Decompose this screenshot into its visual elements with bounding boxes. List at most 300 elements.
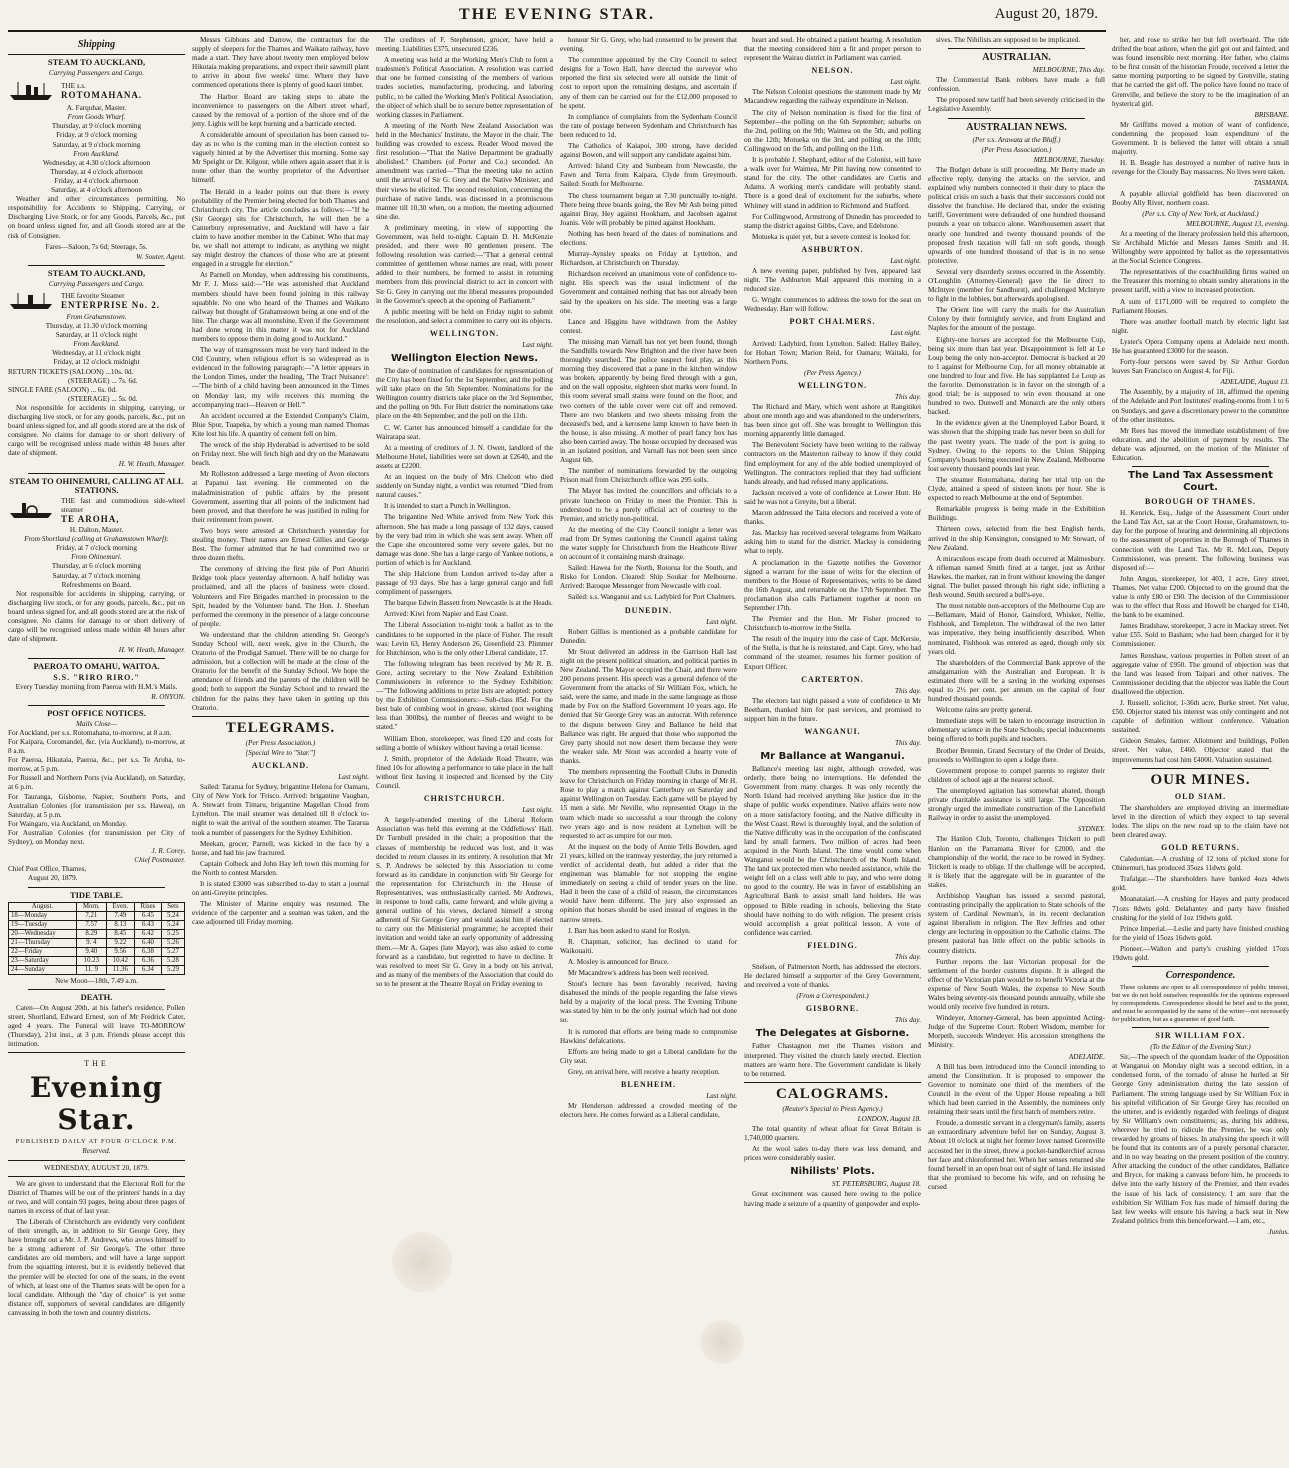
divider bbox=[8, 54, 185, 55]
paragraph: Lyster's Opera Company opens at Adelaide next month. He has guaranteed £3000 for the season. bbox=[1112, 337, 1289, 355]
paragraph: Arrived: Kiwi from Napier and East Coast. bbox=[384, 610, 508, 619]
table-cell: 6.45 bbox=[134, 911, 161, 920]
paragraph: Lance and Higgins have withdrawn from the Ashley contest. bbox=[560, 317, 737, 335]
source-note: (From a Correspondent.) bbox=[796, 992, 869, 1001]
paragraph: The proposed new tariff had been severely criticised in the Legislative Assembly. bbox=[928, 96, 1105, 114]
dateline-time: This day. bbox=[895, 686, 921, 695]
wellington-heading: Wellington Election News. bbox=[390, 353, 539, 364]
paragraph: The Premier and the Hon. Mr Fisher proceed to Christchurch to-morrow in the Stella. bbox=[744, 615, 921, 633]
notice-line: For Auckland, per s.s. Rotomahana, to-morrow, at 8 a.m. bbox=[8, 728, 172, 737]
paragraph: For Collingwood, Armstrong of Dunedin has proceeded to stamp the district against Gibbs, Cave, and Edelstone. bbox=[744, 212, 921, 230]
dateline-place: ASHBURTON. bbox=[801, 244, 864, 254]
table-cell: 6.40 bbox=[134, 938, 161, 947]
notice-line: For Paeroa, Hikutaia, Paeroa, &c., per s.s. Te Aroha, to-morrow, at 5 p.m. bbox=[8, 756, 185, 774]
paragraph: J. Smith, proprietor of the Adelaide Road Theatre, was fined 10s for allowing a performance to take place in the hall without first having it inspected and licensed by the City Council. bbox=[376, 754, 553, 791]
dateline-time: Last night. bbox=[706, 617, 737, 626]
paragraph: We understand that the children attending St. George's Sunday School will, next week, give in the Church, the Oratorio of the Prodigal Samuel. There will be no charge for admission, but a collection will be made at the close of the Oratorio for the benefit of the Sunday School. We hope the attendance of friends and the parents of the children will be good; both to support the Sunday School and to reward the children for the pains they have taken in getting up this Oratorio. bbox=[192, 630, 369, 712]
paragraph: honour Sir G. Grey, who had consented to be present that evening. bbox=[560, 36, 737, 54]
fielding-paragraphs bbox=[744, 963, 921, 990]
dateline-place: AUCKLAND. bbox=[251, 760, 310, 770]
paragraph: Remarkable progress is being made in the Exhibition Buildings. bbox=[928, 505, 1105, 523]
dateline-time: This day. bbox=[895, 739, 921, 747]
paragraph: J. Russell, solicitor, 1-36th acre, Burke street. Net value, £50. Objector stated his interest was only contingent and not capable of definition without conference. Valuation sustained. bbox=[1112, 699, 1289, 735]
table-cell: 22—Friday bbox=[9, 947, 77, 956]
dateline-time: This day. bbox=[895, 392, 921, 401]
table-cell: 11.36 bbox=[106, 965, 134, 974]
signature: Chief Post Office, Thames, bbox=[8, 865, 87, 874]
fares: Fares—Saloon, 7s 6d; Steerage, 5s. bbox=[45, 242, 148, 251]
paragraph: William Ebon, storekeeper, was fined £20 and costs for selling a bottle of whiskey without having a retail license. bbox=[376, 734, 553, 752]
schedule-line: Saturday, at 7 o'clock morning bbox=[52, 571, 141, 580]
fare-line: (STEERAGE) ... 7s. 6d. bbox=[68, 376, 138, 385]
table-row bbox=[9, 920, 185, 929]
dateline-time: Last night. bbox=[890, 256, 921, 265]
wanganui-heading: Mr Ballance at Wanganui. bbox=[760, 751, 905, 763]
paragraph: A considerable amount of speculation has been caused to-day as to who is the coming man in the election contest so vaguely hinted at by the Advertiser this morning. Some say Mr Speight or Dr. Kilgour, while others again assert that it is none other than the worthy proprietor of the Advertiser himself. bbox=[192, 130, 369, 185]
dateline-place: SYDNEY. bbox=[1077, 825, 1105, 834]
ship-from: From Grahamstown. bbox=[66, 312, 127, 321]
divider bbox=[744, 1082, 921, 1083]
table-cell: 7.49 bbox=[106, 911, 134, 920]
adelaide-paragraphs bbox=[928, 1063, 1105, 1192]
ad-title: STEAM TO AUCKLAND, bbox=[47, 57, 146, 67]
ashburton-paragraphs bbox=[744, 267, 921, 314]
paragraph: The Mayor has invited the councillors and officials to a private luncheon on Friday to meet the Premier. This is understood to be a purely official act of courtesy to the Premier, and strictly non-political. bbox=[560, 487, 737, 523]
paragraph: The Nelson Colonist questions the statement made by Mr Macandrew regarding the railway expenditure in Nelson. bbox=[744, 88, 921, 106]
land-tax-heading: The Land Tax Assessment Court. bbox=[1128, 470, 1273, 494]
divider bbox=[28, 265, 165, 266]
rights-note: Reserved. bbox=[82, 1147, 111, 1156]
dateline-place: TASMANIA. bbox=[1253, 179, 1289, 188]
shipping-heading: Shipping bbox=[77, 39, 116, 50]
paragraph: Mr Rolleston addressed a large meeting of Avon electors at Papanui last evening. He commented on the maladministration of public affairs by the present Government, asserting that all points of the indictment had been proved, and that therefore he was justified in ruling for their retirement from power. bbox=[192, 470, 369, 524]
column-2 bbox=[192, 36, 369, 1464]
paragraph: The ceremony of driving the first pile of Port Ahuriri Bridge took place yesterday afternoon. A half holiday was proclaimed, and all the places of business were closed. Volunteers and Fire Brigades marched in procession to the Spit, headed by the Volunteer band. The Hon. J. Sheehan performed the ceremony in the presence of a large concourse of people. bbox=[192, 565, 369, 628]
christchurch-paragraphs bbox=[376, 816, 553, 989]
calogram-paragraphs bbox=[744, 1125, 921, 1163]
correspondence-heading: Correspondence. bbox=[1165, 970, 1236, 982]
agent: H. W. Heath, Manager. bbox=[118, 646, 185, 655]
paragraph: Nothing has been heard of the dates of nominations and elections. bbox=[560, 229, 737, 247]
ad-intro: THE fast and commodious side-wheel steamer bbox=[61, 496, 185, 514]
agent: H. W. Heath, Manager. bbox=[118, 460, 185, 469]
letter-subtitle: (To the Editor of the Evening Star.) bbox=[1150, 1043, 1251, 1052]
telegrams-source: [Special Wire to "Star."] bbox=[245, 748, 316, 757]
divider bbox=[8, 1176, 185, 1177]
schedule-line: Saturday, at 11 o'clock night bbox=[55, 331, 138, 340]
paragraph: Trafalgar.—The shareholders have banked 4ozs 4dwts gold. bbox=[1112, 875, 1289, 893]
telegram-paragraphs bbox=[192, 783, 369, 927]
issue-date: WEDNESDAY, AUGUST 20, 1879. bbox=[44, 1163, 149, 1172]
paragraph: The wreck of the ship Hyderabad is advertised to be sold on Friday next. She will fetch high and dry on the Manawatu beach. bbox=[192, 441, 369, 468]
paragraph: The committee appointed by the City Council to select designs for a Town Hall, have directed the surveyor who reported the first six selected were all outside the limit of cost to report upon the remaining designs, and ascertain if any of them can be carried out for the £12,000 proposed to be spent. bbox=[560, 56, 737, 110]
dateline-place: FIELDING. bbox=[807, 940, 858, 950]
paragraph: The most notable non-acceptors of the Melbourne Cup are—Bellamare, Maid of Honor, Gainsford, Whisker, Nellie, Fishhook, and Templeton. The withdrawal of the two latter was imperative, they being insufficiently described. When nominated, Fishhook was entered as aged, though only six years old. bbox=[928, 602, 1105, 656]
dateline-place: PORT CHALMERS. bbox=[789, 317, 876, 327]
dateline-place: LONDON, August 18. bbox=[857, 1114, 921, 1123]
auckland-paragraphs bbox=[376, 36, 553, 326]
paragraph: The steamer Rotomahana, during her trial trip on the Clyde, attained a speed of sixteen knots per hour. She is expected to reach Melbourne at the end of September. bbox=[928, 475, 1105, 503]
paragraph: Sir,—The speech of the quondam leader of the Opposition at Wanganui on Monday night was a second edition, in a condensed form, of the tornado of abuse he hurled at Sir George Grey administration during the late session of Parliament. The strong language used by Sir William Fox in his spiteful vilification of Sir George Grey has recoiled on the utterer, and is evidently regarded with feelings of disgust by Sir William's own constituents; as, during his address, wherever he tried to ridicule the Premier, he was only rewarded by groans of hisses. In analysing the speech it will be found that its contents are of a purely personal character, and in no way bearing on the present position of the country. After attacking the conduct of the other candidates, Ballance and Bryce, for making a canvass before him, he proceeds to delve into the early history of the Premier, and then evades the issue of his lack of consistency. I am sure that the exhibition Sir William Fox has made of himself during the last few weeks will ensure his having a back seat in New Zealand politics from this henceforward.—I am, etc., bbox=[1112, 1053, 1289, 1225]
column-6 bbox=[928, 36, 1105, 1464]
paragraph: heart and soul. He obtained a patient hearing. A resolution that the meeting considered him a fit and proper person to represent the Wairau district in Parliament was carried. bbox=[744, 36, 921, 63]
signature: Chief Postmaster. bbox=[134, 856, 185, 865]
paragraph: The representatives of the coachbuilding firms waited on the Treasurer this morning to obtain sundry alterations in the present tariff, with a view to increased protection. bbox=[1112, 268, 1289, 295]
paragraph: Windeyer, Attorney-General, has been appointed Acting-Judge of the Supreme Court. Robert Wisdom, member for Morpeth, succeeds Windeyer. His accession strengthens the Ministry. bbox=[928, 1014, 1105, 1050]
paragraph: H. Kenrick, Esq., Judge of the Assessment Court under the Land Tax Act, sat at the Court House, Grahamstown, to-day for the purpose of hearing and determining all objections to the assessment of properties in the Borough of Thames in connection with the Land Tax. Mr R. McLean, Deputy Commissioner, was present. The following business was disposed of:— bbox=[1112, 509, 1289, 572]
ad-intro: THE favorite Steamer bbox=[61, 291, 125, 300]
ship-from: From Shortland (calling at Grahamstown Wharf): bbox=[24, 535, 169, 544]
paragraph: Murray-Aynsley speaks on Friday at Lyttelton, and Richardson, at Christchurch on Thursday. bbox=[560, 250, 737, 268]
page-header-date: August 20, 1879. bbox=[994, 6, 1098, 22]
paragraph: Froude, a domestic servant in a clergyman's family, asserts an extraordinary adventure befel her on Sunday, August 3. About 10 o'clock at night her former lover named Greenville accosted her in the street, threw a pocket-handkerchief across her face and chloroformed her. When her senses returned she found herself in an open boat out of sight of land. He insisted that she promised to become his wife, and on refusing he cursed bbox=[928, 1119, 1105, 1191]
source-note: (Per s.s. City of New York, at Auckland.) bbox=[1142, 209, 1259, 218]
paragraph: The Assembly, by a majority of 18, affirmed the opening of the Adelaide and Port Institutes' reading-rooms from 1 to 6 on Sundays, and gave a discretionary power to the committee of the other institutes. bbox=[1112, 388, 1289, 424]
paragraph: The way of transgressors must be very hard indeed in the Old Country, when religious effort is so widespread as is evidenced in the following paragraph:—"A letter appears in the London Times, under the heading, 'The Tract Nuisance':—'The birth of a child having been announced in the Times on Monday last, my wife receives this morning the accompanying tract—Heaven or Hell.'" bbox=[192, 346, 369, 409]
schedule-line: Saturday, at 9 o'clock morning bbox=[52, 140, 141, 149]
paragraph: A miraculous escape from death occurred at Malmesbury. A rifleman named Smith fired at a target, just as Arthur Hawkes, the marker, ran in front without knowing the danger signal. The bullet passed through his right side, inflicting a flesh wound. Smith secured a bull's-eye. bbox=[928, 554, 1105, 600]
table-cell: 19—Tuesday bbox=[9, 920, 77, 929]
paragraph: Ballance's meeting last night, although crowded, was orderly, there being no interruptions. He defended the Government from many charges. It was only recently the North Island had received anything like justice due in the shape of public works expenditure. Native affairs were now on a more satisfactory footing, and the Native difficulty in the West Coast. Rewi is thoroughly loyal, and the solution of the Native difficulty was in the occupation of the confiscated land by small farmers. Two million of acres had been acquired in the North Island. The time would come when Wanganui would be the Christchurch of the North Island. The land tax protected men who needed assistance, while the weight fell on a class well able to pay, and who were doing no good to the country. He was in favor of establishing an Agricultural Bank to assist small land holders. He was opposed to Bible reading in schools, believing the State should have nothing to do with religion. The present crisis would accomplish a great political lesson. A vote of confidence was carried. bbox=[744, 765, 921, 937]
paragraph: Jackson received a vote of confidence at Lower Hutt. He said he was not a Greyite, but a liberal. bbox=[744, 488, 921, 506]
ad-title: STEAM TO AUCKLAND, bbox=[47, 267, 146, 278]
dateline-place: MELBOURNE, This day. bbox=[1032, 66, 1105, 75]
dateline-place: NELSON. bbox=[811, 66, 854, 76]
schedule-line: Friday, at 9 o'clock morning bbox=[56, 131, 137, 140]
paragraph: James Bradshaw, storekeeper, 3 acre in Mackay street. Net value £55. Sold to Basham; who had been charged for it by Commissioner. bbox=[1112, 622, 1289, 649]
paragraph: At an inquest on the body of Mrs Chelcott who died suddenly on Sunday night, a verdict was returned "Died from natural causes." bbox=[376, 473, 553, 500]
table-cell: 9.56 bbox=[106, 947, 134, 956]
wellington-paragraphs bbox=[376, 367, 553, 791]
notice-line: For Waingaro, via Auckland, on Monday. bbox=[8, 819, 127, 828]
schedule-line: Friday, at 4 o'clock afternoon bbox=[54, 176, 139, 185]
dateline-time: Last night. bbox=[890, 329, 921, 338]
ad-note: Not responsible for accidents in shipping, carrying, or discharging live stock, or for any goods, parcels, &c., put on board unless signed for, and all goods stored are at the risk of consignee. No claims for damage to or short delivery of cargo will be recognised unless made within 48 hours after date of shipment. bbox=[8, 589, 185, 644]
dunedin-paragraphs bbox=[560, 628, 737, 1077]
table-cell: 10.42 bbox=[106, 956, 134, 965]
paragraph: The number of nominations forwarded by the outgoing Prison mail from Christchurch office was 295 soils. bbox=[560, 467, 737, 485]
australian-paragraphs bbox=[928, 76, 1105, 114]
divider bbox=[948, 48, 1085, 49]
paragraph: The Commercial Bank robbers have made a full confession. bbox=[928, 76, 1105, 94]
tide-title: TIDE TABLE. bbox=[69, 889, 124, 900]
signature: J. R. Corey, bbox=[151, 847, 185, 856]
source-note: (Per Press Association.) bbox=[981, 145, 1052, 154]
table-cell: 10.23 bbox=[76, 956, 106, 965]
table-row bbox=[9, 911, 185, 920]
paragraph: The ship Halcione from London arrived to-day after a passage of 93 days. She has a large general cargo and full compliment of passengers. bbox=[376, 569, 553, 597]
table-row bbox=[9, 956, 185, 965]
paragraph: The Benevolent Society have been writing to the railway contractors on the Masterton railway to know if they could find employment for any of the able bodied unemployed of Wellington. The contractors replied that they had sufficient hands already, and had refused many applications. bbox=[744, 441, 921, 486]
table-row bbox=[9, 947, 185, 956]
paragraph: An accident occurred at the Extended Company's Claim, Blue Spur, Tuapeka, by which a young man named Thomas Kite lost his life. A quantity of cement fell on him. bbox=[192, 411, 369, 438]
sydney-paragraphs bbox=[928, 835, 1105, 1050]
ship-master: H. Dalton, Master. bbox=[69, 526, 124, 535]
paragraph: Archbishop Vaughan has issued a second pastoral, contrasting principally the application to State schools of the system of Cardinal Newman's, in its recent declaration against liberalism in religion. The Rev Jeffries and other clergy are lecturing in opposition to the Catholic claims. The present pastoral has little effect on the public schools in country districts. bbox=[928, 891, 1105, 955]
paragraph: A public meeting will be held on Friday night to submit the resolution, and select a committee to carry out its objects. bbox=[376, 307, 553, 325]
ship-from: From Goods Wharf. bbox=[67, 113, 126, 122]
paragraph: The city of Nelson nomination is fixed for the first of September—the polling on the 6th September; suburbs on the 2nd, polling on the 9th; Waimea on the 5th, and polling on the 12th; Motueka on the 3rd, and polling on the 10th; Collingwood on the 5th, and polling on the 11th. bbox=[744, 108, 921, 153]
paragraph: The shareholders of the Commercial Bank approve of the amalgamation with the Australian and European. It is estimated there will be a saving in the working expenses equal to 2½ per cent. per annum on the capital of four hundred thousand pounds. bbox=[928, 658, 1105, 704]
ship-name: ENTERPRISE No. 2. bbox=[61, 299, 161, 310]
notice-title: DEATH. bbox=[80, 991, 113, 1002]
table-cell: 7.21 bbox=[76, 911, 106, 920]
letter-signature: Junius. bbox=[1268, 1227, 1289, 1236]
nelson-paragraphs bbox=[744, 88, 921, 242]
dateline-time: Last night. bbox=[522, 806, 553, 815]
table-cell: 8.45 bbox=[106, 929, 134, 938]
table-cell: 5.29 bbox=[161, 965, 184, 974]
ship-ad-enterprise bbox=[8, 269, 185, 470]
paragraph: Government propose to compel parents to register their children of school age at the nearest school. bbox=[928, 766, 1105, 784]
paragraph: C. W. Carter has announced himself a candidate for the Wairarapa seat. bbox=[376, 423, 553, 441]
paragraph: A preliminary meeting, in view of supporting the Government, was held to-night. Captain D. H. McKenzie presided, and there were 80 gentlemen present. The following resolution was carried:—"That a general central committee of gentlemen whose names are read, with power added to their numbers, be formed to assist in returning members from this provincial district to act in concert with Sir G. Grey in carrying out the liberal measures propounded in the Governor's speech at the opening of Parliament." bbox=[376, 223, 553, 305]
ship-logo-row bbox=[8, 497, 185, 524]
schedule-line: Thursday, at 4 o'clock afternoon bbox=[50, 167, 143, 176]
paragraph: A new evening paper, published by Ives, appeared last night. The Ashburton Mail appeared this morning in a reduced size. bbox=[744, 266, 921, 294]
dateline-place: ADELAIDE, August 13. bbox=[1220, 378, 1289, 387]
ship-ad-riro-riro bbox=[8, 662, 185, 701]
dateline-time: This day. bbox=[895, 952, 921, 961]
adelaide-paragraphs bbox=[1112, 388, 1289, 463]
paragraph: The result of the inquiry into the case of Capt. McKersie, of the Stella, is that he is reinstated, and Capt. Grey, who had command of the steamer, resumes his former position of Export Officer. bbox=[744, 635, 921, 671]
table-row bbox=[9, 965, 185, 974]
local-news-paragraphs bbox=[192, 36, 369, 713]
paragraph: Motueka is quiet yet, but a severe contest is looked for. bbox=[752, 232, 911, 241]
paragraph: Mr Griffiths moved a motion of want of confidence, condemning the proposed loan expenditure of the Government. It is believed the latter will obtain a small majority. bbox=[1112, 120, 1289, 157]
brisbane-paragraphs bbox=[1112, 121, 1289, 178]
table-cell: 9.22 bbox=[106, 938, 134, 947]
column-header: Even. bbox=[106, 902, 134, 911]
column-5 bbox=[744, 36, 921, 1464]
land-tax-paragraphs bbox=[1112, 509, 1289, 765]
dateline-place: DUNEDIN. bbox=[624, 605, 673, 615]
column-header: Sets bbox=[161, 902, 184, 911]
paragraph: Richardson received an unanimous vote of confidence to-night. His speech was the usual indictment of the Government and contained nothing that has not already been said by the speakers on his side. The meeting was a large one. bbox=[560, 270, 737, 315]
post-office-notices bbox=[8, 709, 185, 884]
dateline-place: WELLINGTON. bbox=[797, 380, 868, 390]
table-cell: 9.40 bbox=[76, 947, 106, 956]
paragraph: James Renshaw, various properties in Pollen street of an aggregate value of £950. The ground of objection was that the land was leased from Taipari and other natives. The Commissioner deciding that the objector was liable the Court disallowed the objection. bbox=[1112, 651, 1289, 696]
table-cell: 6.38 bbox=[134, 947, 161, 956]
notice-line: For Australian Colonies (for transmission per City of Sydney), on Monday next. bbox=[8, 828, 185, 847]
paragraph: R. Chapman, solicitor, has declined to stand for Waikouaiti. bbox=[560, 937, 737, 955]
wanganui-paragraphs bbox=[744, 765, 921, 938]
paragraph: A largely-attended meeting of the Liberal Reform Association was held this evening at the Oddfellows' Hall. Dr Turnbull presided in the chair; a proposition that the classes of membership be reduced was lost, and it was decided to return clauses in its entirety. A resolution that Mr S. P. Andrews be selected by this Association to come forward as its candidate in conjunction with Sir George for the representation for Christchurch in the House of Representatives, was enthusiastically carried. Mr Andrews, in response to loud calls, came forward, and while giving a general outline of his views, declared himself a strong adherent of Sir George Grey and would assist him if elected to carry out the Ministerial programme; he accepted their invitation and would take an early opportunity of addressing them.—Mr A. Gapes (late Mayor), was also asked to come forward as a candidate, but regretted to have to decline. It was resolved to meet Sir G. Grey in a body on his arrival, and as many of the members of the Association that could do so to be present at the Theatre Royal on Friday evening to bbox=[376, 816, 553, 988]
divider bbox=[948, 118, 1085, 119]
dateline-place: BRISBANE. bbox=[1254, 110, 1289, 119]
death-notice bbox=[8, 993, 185, 1050]
paragraph: Great excitement was caused here owing to the police having made a seizure of a quantity of gunpowder and explo- bbox=[744, 1190, 921, 1208]
tide-table-grid bbox=[8, 902, 185, 975]
fare-line: (STEERAGE) ... 5s. 0d. bbox=[68, 394, 138, 403]
ship-name: TE AROHA, bbox=[61, 513, 120, 524]
australian-heading: AUSTRALIAN. bbox=[982, 52, 1051, 64]
gold-return-paragraphs bbox=[1112, 855, 1289, 963]
ad-subtitle: Carrying Passengers and Cargo. bbox=[48, 69, 145, 78]
telegrams-source: (Per Press Association.) bbox=[245, 738, 316, 747]
paragraph: Snelson, of Palmerston North, has addressed the electors. He declared himself a supporter of the Grey Government, and received a vote of thanks. bbox=[744, 962, 921, 990]
schedule-line: Friday, at 12 o'clock midnight bbox=[53, 358, 140, 367]
paragraph: Mr Stout delivered an address in the Garrison Hall last night on the present political situation, and political parties in New Zealand. The Mayor occupied the Chair, and there were 200 persons present. His speech was a general defence of the Government from the attacks of Sir William Fox, which, he said, were the same, and made in the same language as those made by Fox on the Stafford Government 10 years ago. He denied that Sir George Grey was an autocrat. With reference to the dispute between Grey and Ballance he held that Ballance was right. He argued that those who supported the Grey party should not now desert them because they were the weaker side. Mr Stout was accorded a hearty vote of thanks. bbox=[560, 647, 737, 765]
table-cell: 8.13 bbox=[106, 920, 134, 929]
telegrams-heading: TELEGRAMS. bbox=[225, 719, 336, 736]
steamship-icon bbox=[8, 291, 56, 311]
paragraph: Caledonian.—A crushing of 12 tons of picked stone for Ohinemuri, has produced 35ozs 11dwts gold. bbox=[1112, 855, 1289, 873]
paragraph: A meeting was held at the Working Men's Club to form a tradesmen's Political Association. A resolution was carried that one be formed consisting of the members of various trades societies, manufacturing, producing, and laboring public, to be called the Working Men's Political Association, the object of which shall be to secure better representation of working classes in Parliament. bbox=[376, 56, 553, 119]
table-cell: 23—Saturday bbox=[9, 956, 77, 965]
paragraph: The following telegram has been received by Mr R. B. Gore, acting secretary to the New Zealand Exhibition Commissioners in reference to the Sydney Exhibition:—"The following additions to prize lists are adopted: pottery by the Exhibition Commissioners:—Sub-class 85d. For the best bale of combing wool in grease, skirted (not weighing less than 300lbs), the number of fleeces and weight to be stated." bbox=[376, 659, 553, 732]
paragraph: Sailed: Tararua for Sydney, brigantine Helena for Oamaru, City of New York for 'Frisco. Arrived: brigantine Vaughan, A. Stewart from Timaru, brigantine Magellan Cloud from Lyttelton. The mail steamer was detained till 8 o'clock to-night to wait the arrival of the southern steamer. The Tararua took a number of passengers for the Sydney Exhibition. bbox=[192, 783, 369, 837]
paragraph: The Liberal Association to-night took a ballot as to the candidates to be supported in the place of Fisher. The result was: Levin 63, Henry Anderson 26, Greenfield 23. Plimmer for Hutchinson, who is the only other Liberal candidate, 17. bbox=[376, 621, 553, 657]
paragraph: Meekan, grocer, Parnell, was kicked in the face by a horse, and had his jaw fractured. bbox=[192, 839, 369, 857]
paragraph: Welcome rains are pretty general. bbox=[936, 706, 1033, 715]
paragraph: The brigantine Ned White arrived from New York this afternoon. She has made a long passage of 132 days, caused by the very bad trim in which she was sent away. When off the Cape she encountered some very severe gales, but no damage was done. She has a large cargo of Yankee notions, a portion of which is for Auckland. bbox=[376, 513, 553, 567]
ship-logo-row bbox=[8, 291, 185, 311]
divider bbox=[28, 887, 165, 888]
adelaide-continued bbox=[1112, 36, 1289, 109]
paragraph: Pioneer.—Walton and party's crushing yielded 17ozs 19dwts gold. bbox=[1112, 944, 1289, 962]
tide-table bbox=[8, 891, 185, 986]
table-cell: 7.57 bbox=[76, 920, 106, 929]
steamship-icon bbox=[8, 500, 56, 520]
agent: R. ONYON. bbox=[151, 692, 185, 701]
ad-intro: THE s.s. bbox=[61, 82, 86, 91]
paragraph: Further reports the last Victorian proposal for the settlement of the border customs dispute. It is alleged the effect of the Victorian plan would be to benefit Victoria at the expense of New South Wales, the expense to New South Wales being seventy-six thousand pounds annually, while she would only receive five hundred in return. bbox=[928, 957, 1106, 1012]
paragraph: Robert Gillies is mentioned as a probable candidate for Dunedin. bbox=[560, 627, 737, 645]
notice-subtitle: Mails Close— bbox=[76, 719, 117, 728]
paragraph: At a meeting of creditors of J. N. Owen, landlord of the Melbourne Hotel, liabilities were set down at £2640, and the assets at £2200. bbox=[376, 443, 553, 470]
divider bbox=[28, 705, 165, 706]
schedule-line: Wednesday, at 11 o'clock night bbox=[52, 349, 141, 358]
ad-title: PAEROA TO OMAHU, WAITOA. bbox=[33, 661, 160, 672]
nihilists-continued bbox=[928, 36, 1105, 45]
paragraph: Thirteen cows, selected from the best English herds, arrived in the ship Kensington, consigned to Mr Stewart, of New Zealand. bbox=[928, 525, 1105, 552]
masthead bbox=[8, 0, 1106, 32]
ship-master: A. Farquhar, Master. bbox=[66, 104, 127, 113]
notice-text: Caten—On August 20th, at his father's residence, Pollen street, Shortland, Edward Ernest, son of Mr Fredrick Cater, aged 4 years. The Funeral will leave TO-MORROW (Thursday), 21st inst., at 3 p.m. Friends please accept this intimation. bbox=[8, 1003, 185, 1049]
paragraph: The date of nomination of candidates for representation of the City has been fixed for the 1st September, and the polling will take place on the 5th September. Nominations for the Wellington country districts take place on the 3rd September, and the polling on 9th. For Hutt district the nominations take place on the 4th September, and the poll on the 11th. bbox=[376, 367, 553, 421]
table-row bbox=[9, 929, 185, 938]
dateline-place: WANGANUI. bbox=[804, 727, 861, 736]
nameplate-title: Evening Star. bbox=[29, 1071, 164, 1137]
nameplate bbox=[8, 1059, 185, 1176]
table-cell: 5.26 bbox=[161, 938, 184, 947]
australian-news-paragraphs bbox=[928, 166, 1105, 823]
table-cell: 9. 4 bbox=[76, 938, 106, 947]
divider bbox=[28, 473, 165, 474]
letter-title: SIR WILLIAM FOX. bbox=[1155, 1031, 1246, 1041]
mine-report: The shareholders are employed driving an intermediate level in the direction of which they expect to tap several lodes. The slips on the new road up to the claim have not been cleared away. bbox=[1112, 803, 1289, 839]
dateline-place: WELLINGTON. bbox=[429, 328, 500, 338]
ad-title: STEAM TO OHINEMURI, CALLING AT ALL STATIONS. bbox=[9, 475, 184, 495]
table-cell: 6.34 bbox=[134, 965, 161, 974]
divider bbox=[1132, 966, 1269, 967]
land-tax-place: BOROUGH OF THAMES. bbox=[1144, 497, 1257, 507]
divider bbox=[28, 989, 165, 990]
paragraph: At a meeting of the literary profession held this afternoon, Sir Archibald Michie and Messrs James Smith and H. Willoughby were appointed by ballot as the representatives at the Social Science Congress. bbox=[1112, 229, 1289, 266]
divider bbox=[1132, 768, 1269, 769]
dateline-place: ST. PETERSBURG, August 18. bbox=[831, 1180, 921, 1189]
editorial-paragraphs bbox=[8, 1180, 185, 1318]
paragraph: Mr Henderson addressed a crowded meeting of the electors here. He comes forward as a Liberal candidate, bbox=[560, 1102, 737, 1120]
divider bbox=[1132, 1027, 1269, 1028]
paragraph: A proclamation in the Gazette notifies the Governor signed a warrant for the issue of writs for the election of members to the House of Representatives, writs to be dated the 16th August, and returnable on the 17th September. The proclamation also calls Parliament together at noon on September 17th. bbox=[744, 558, 921, 612]
dateline-time: Last night. bbox=[338, 772, 369, 781]
fare-line: RETURN TICKETS (SALOON) ...10s. 0d. bbox=[8, 367, 134, 376]
paragraph: The Harbor Board are taking steps to abate the inconvenience to passengers on the Albert street wharf, caused by the removal of a portion of the shore end of the jetty. Lights will be kept burning and a barricade erected. bbox=[192, 92, 369, 128]
schedule-line: Friday, at 7 o'clock morning bbox=[56, 544, 137, 553]
paragraph: Forty-four persons were saved by Sir Arthur Gordon leaves San Francisco on August 4, for Fiji. bbox=[1112, 358, 1289, 376]
paragraph: It is probable J. Shephard, editor of the Colonist, will have a walk over for Waimea, Mr Pitt having now consented to stand for the city. The other candidates are Curtis and Adams. A working men's candidate will probably stand. There is a good deal of excitement for the suburbs, where Whitney will stand in addition to Richmond and Stafford. bbox=[744, 156, 921, 210]
paragraph: Immediate steps will be taken to encourage instruction in elementary science in the State Schools, special inducements being offered to both pupils and teachers. bbox=[928, 717, 1105, 744]
paragraph: Father Chastagnon met the Thames visitors and interpreted. They visited the church lately erected. Election matters are warm here. The Government candidate is likely to be returned. bbox=[744, 1042, 921, 1078]
ship-ad-te-aroha bbox=[8, 477, 185, 656]
paragraph: The total quantity of wheat afloat for Great Britain is 1,740,000 quarters. bbox=[744, 1125, 921, 1143]
paragraph: Moanataiari.—A crushing for Hayes and party produced 71ozs 8dwts gold. Delahantey and party have finished crushing for the yield of 1oz 19dwts gold. bbox=[1112, 895, 1289, 922]
paragraph: Captain Colbeck and John Hay left town this morning for the North to contest Marsden. bbox=[192, 859, 369, 877]
divider bbox=[192, 716, 369, 717]
dateline-time: Last night. bbox=[522, 340, 553, 349]
mine-name: OLD SIAM. bbox=[1174, 791, 1227, 801]
paragraph: It is intended to start a Punch in Wellington. bbox=[384, 502, 511, 511]
paragraph: Stout's lecture has been favorably received, having disabused the minds of the people regarding the false views held by a majority of the local press. The Evening Tribune was stated by him to be the only journal which had not done so. bbox=[560, 980, 737, 1025]
fare-line: SINGLE FARE (SALOON) ... 6s. 0d. bbox=[8, 385, 117, 394]
nameplate-the: THE bbox=[84, 1059, 109, 1069]
paragraph: We are given to understand that the Electoral Roll for the District of Thames will be out of the printers' hands in a day or two, and will contain 93 pages, being about three pages of names in excess of that of last year. bbox=[8, 1179, 185, 1215]
paragraph: At the inquest on the body of Annie Tells Bowden, aged 21 years, killed on the tramway yesterday, the jury returned a verdict of accidental death, but added a rider that the engineman was blamable for not stopping the engine immediately on seeing a child of tender years on the line. Had it been the case of a child of reason, the circumstances would have been different. The jury also expressed an opinion that horses should be used instead of engines in the narrow streets. bbox=[560, 842, 737, 924]
paragraph: It is rumored that efforts are being made to compromise Hawkins' defalcations. bbox=[560, 1027, 737, 1045]
dateline-time: Last night. bbox=[706, 1092, 737, 1101]
christchurch-continued bbox=[560, 36, 737, 603]
dateline-place: BLENHEIM. bbox=[620, 1080, 676, 1090]
paragraph: Sailed: Hawea for the North, Rotorua for the South, and Risko for London. Cleared: Ship Soukar for Melbourne. Arrived: Baroque Messenger from Newcastle with coal. bbox=[560, 564, 737, 591]
paragraph: The missing man Varnall has not yet been found, though the Sandhills towards New Brighton and the river have been thoroughly searched. The police suspect foul play, as this morning they discovered that a pane in the kitchen window was broken, apparently by being fired through with a gun, and on the wall opposite, eighteen shot marks were found. In this room several small stains were found on the floor, and two corners of the table cover were cut off and removed. There are two blankets and two sheets missing from the deceased's bed, and a kerosene lamp known to have been in the house, is also missing. A mother of pearl fancy box has also been carried away. The house occupied by deceased was in an isolated position, and Varnall has not been seen since August 6th. bbox=[560, 337, 737, 465]
paragraph: The electors last night passed a vote of confidence in Mr Beetham, thanked him for past services, and promised to support him in the future. bbox=[744, 696, 921, 723]
dateline-place: CHRISTCHURCH. bbox=[423, 794, 506, 804]
paragraph: Mr Macandrew's address has been well received. bbox=[568, 969, 709, 977]
paragraph: The Catholics of Kaiapoi, 300 strong, have decided against Bowen, and will support any candidate against him. bbox=[560, 142, 737, 160]
dateline-place: GISBORNE. bbox=[805, 1004, 860, 1014]
table-cell: 5.24 bbox=[161, 911, 184, 920]
blenheim-continued bbox=[744, 36, 921, 63]
paragraph: John Angus, storekeeper, lot 403, 1 acre, Grey street, Thames. Net value £200. Objected to on the ground that the value is only £80 or £90. The decision of the Commissioner was to the effect that Ross and Howell be charged for £140, the bank to be examined. bbox=[1112, 574, 1289, 620]
divider bbox=[28, 658, 165, 659]
port-chalmers-paragraphs bbox=[744, 340, 921, 367]
ship-name: ROTOMAHANA. bbox=[61, 90, 143, 101]
page-header-title: THE EVENING STAR. bbox=[459, 6, 655, 23]
column-1 bbox=[8, 36, 185, 1464]
paragraph: At Parnell on Monday, when addressing his constituents, Mr F. J. Moss said:—"He was astonished that Auckland members should have been found joining in this railway squabble. No one who heard of the Thames and Waikato railway but thought of Grahamstown being at one end of the line. The charge was all moonshine. Even if the Government had done wrong in this matter it was not for Auckland members to oppose them in doing good to Auckland." bbox=[192, 271, 369, 343]
divider bbox=[1132, 466, 1269, 467]
paragraph: The Orient line will carry the mails for the Australian Colony by their fortnightly service, and from England and Naples for the amount of the postage. bbox=[928, 306, 1105, 333]
paragraph: her, and rose to strike her but fell overboard. The tide drifted the boat ashore, when the girl got out and fainted, and was found insensible next morning. Her father, who claims to be first cousin of the historian Froude, received a letter the same morning purporting to be signed by Grenville, stating that he carried the girl off. The police have found no trace of Grenville, and believe the story to be the imagination of an hysterical girl. bbox=[1112, 36, 1289, 108]
table-cell: 5.25 bbox=[161, 929, 184, 938]
nihilists-paragraphs bbox=[744, 1190, 921, 1208]
paragraph: Jas. Macksy has received several telegrams from Waikato asking him to stand for the district. Macksy is considering what to reply. bbox=[744, 529, 921, 556]
paragraph: Grey, on arrival here, will receive a hearty reception. bbox=[568, 1067, 720, 1076]
dateline-place: MELBOURNE, August 13, evening. bbox=[1186, 219, 1289, 228]
table-cell: 6.42 bbox=[134, 929, 161, 938]
table-cell: 6.43 bbox=[134, 920, 161, 929]
dateline-place: ADELAIDE. bbox=[1068, 1052, 1105, 1061]
paragraph: Gideon Smales, farmer. Allotment and buildings, Pollen street. Net value, £460. Objector stated that the improvements had cost him £4000. Valuation sustained. bbox=[1112, 737, 1289, 764]
dateline-place: MELBOURNE, Tuesday. bbox=[1033, 155, 1105, 164]
publication-note: PUBLISHED DAILY AT FOUR O'CLOCK P.M. bbox=[15, 1138, 178, 1146]
paragraph: There was another football match by electric light last night. bbox=[1112, 317, 1289, 335]
tasmania-paragraphs bbox=[1112, 190, 1289, 208]
source-note: (Per Press Agency.) bbox=[804, 368, 861, 377]
